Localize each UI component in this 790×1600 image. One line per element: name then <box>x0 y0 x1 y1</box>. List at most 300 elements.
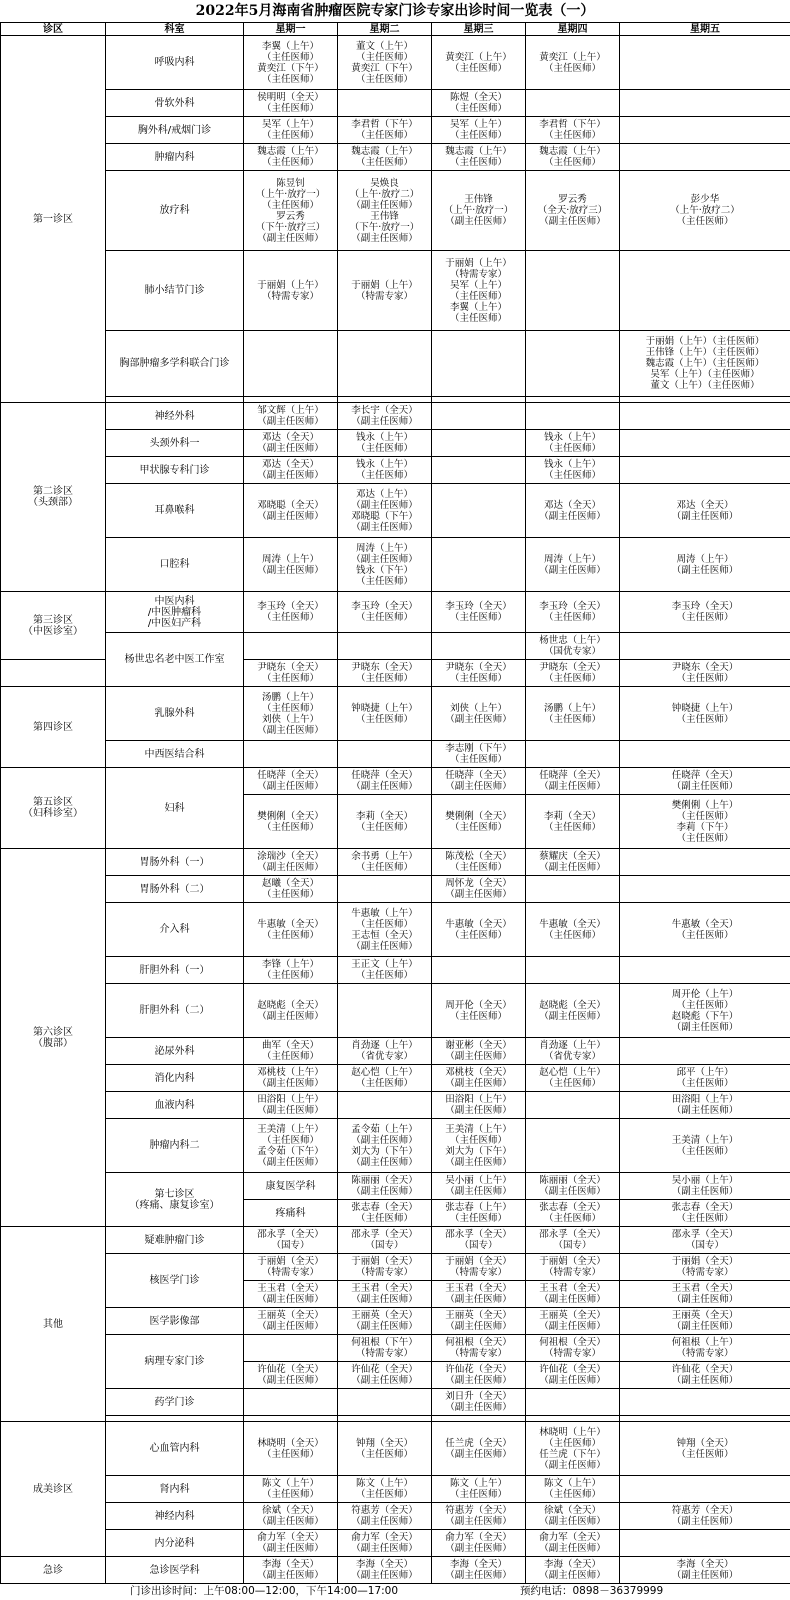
schedule-cell-thu <box>526 903 620 957</box>
schedule-cell-fri <box>620 1422 790 1476</box>
cell-line: （主任医师） <box>261 1051 319 1062</box>
cell-line: 钱永（上午） <box>543 459 601 470</box>
cell-line: 任晓萍（全天） <box>539 770 606 781</box>
schedule-cell-mon <box>244 1362 338 1389</box>
cell-line: 王玉君（全天） <box>671 1283 739 1294</box>
cell-line: 成美诊区 <box>33 1483 73 1495</box>
cell-line: 牛惠敏（上午） <box>351 907 418 919</box>
department-cell <box>106 144 244 171</box>
cell-line: （副主任医师） <box>445 1375 512 1386</box>
cell-line: （副主任医师） <box>539 1010 606 1022</box>
cell-line: （疼痛、康复诊室） <box>129 1199 220 1211</box>
schedule-cell-wed <box>432 795 526 849</box>
cell-line: 邵永孚（全天） <box>671 1229 739 1240</box>
cell-line: 邹文辉（上午） <box>257 405 324 416</box>
cell-line: （副主任医师） <box>351 1294 418 1305</box>
table-row <box>1 876 790 903</box>
cell-line: （副主任医师） <box>257 564 324 576</box>
cell-line: （主任医师） <box>449 157 507 168</box>
cell-line: 吴军（上午）（主任医师） <box>650 369 760 380</box>
cell-line: 钟翔（全天） <box>676 1437 734 1449</box>
cell-line: （副主任医师） <box>445 1294 512 1305</box>
cell-line: 李玉玲（全天） <box>351 601 418 612</box>
cell-line: （副主任医师） <box>445 1156 512 1168</box>
cell-line: （主任医师） <box>355 1078 413 1089</box>
cell-line: （特需专家） <box>355 1348 413 1359</box>
cell-line: （主任医师） <box>676 216 734 227</box>
table-row <box>1 1173 790 1200</box>
schedule-cell-tue <box>338 36 432 90</box>
schedule-cell-thu <box>526 984 620 1038</box>
cell-line: （下午·放疗一） <box>349 221 420 233</box>
cell-line: 急诊 <box>43 1564 63 1576</box>
cell-line: 李莉（下午） <box>676 821 734 833</box>
cell-line: （副主任医师） <box>351 1543 418 1554</box>
department-cell <box>106 687 244 741</box>
table-row <box>1 144 790 171</box>
cell-line: 樊俐俐（上午） <box>671 799 739 811</box>
cell-line: 邓达（全天） <box>261 432 319 443</box>
cell-line: （特需专家） <box>261 290 319 302</box>
cell-line: 邵永孚（全天） <box>351 1229 418 1240</box>
cell-line: （主任医师） <box>449 312 507 324</box>
schedule-cell-fri <box>620 876 790 903</box>
schedule-cell-fri <box>620 251 790 331</box>
schedule-cell-mon <box>244 1308 338 1335</box>
cell-line: 王美清（上午） <box>445 1123 512 1135</box>
schedule-cell-fri <box>620 741 790 768</box>
schedule-cell-thu <box>526 849 620 876</box>
cell-line: （主任医师） <box>355 575 413 587</box>
schedule-cell-tue <box>338 1362 432 1389</box>
schedule-cell-thu <box>526 957 620 984</box>
cell-line: 肖劲逐（上午） <box>539 1040 606 1051</box>
cell-line: 刘大为（下午） <box>445 1145 512 1157</box>
schedule-cell-thu <box>526 1335 620 1362</box>
cell-line: 董文（上午）（主任医师） <box>650 380 760 391</box>
cell-line: 其他 <box>43 1318 63 1330</box>
cell-line: （副主任医师） <box>445 1186 512 1197</box>
cell-line: （副主任医师） <box>257 232 324 244</box>
cell-line: （副主任医师） <box>671 510 739 522</box>
cell-line: （主任医师） <box>449 130 507 141</box>
schedule-cell-wed <box>432 1530 526 1557</box>
cell-line: 李玉玲（全天） <box>671 601 739 612</box>
department-cell <box>106 1254 244 1308</box>
cell-line: （主任医师） <box>449 754 507 765</box>
cell-line: 肖劲逐（上午） <box>351 1040 418 1051</box>
cell-line: 黄奕江（下午） <box>351 62 418 74</box>
schedule-cell-wed <box>432 1254 526 1281</box>
schedule-cell-fri <box>620 1503 790 1530</box>
cell-line: 牛惠敏（全天） <box>671 918 739 930</box>
schedule-cell-wed <box>432 1476 526 1503</box>
cell-line: （副主任医师） <box>257 1543 324 1554</box>
cell-line: 甲状腺专科门诊 <box>139 464 210 476</box>
table-row <box>1 251 790 331</box>
cell-line: （主任医师） <box>355 73 413 85</box>
cell-line: 李海（全天） <box>676 1559 734 1570</box>
cell-line: 樊俐俐（全天） <box>445 810 512 822</box>
cell-line: （主任医师） <box>449 1213 507 1224</box>
table-row <box>1 1308 790 1335</box>
schedule-cell-thu <box>526 1119 620 1173</box>
schedule-cell-mon <box>244 1092 338 1119</box>
cell-line: （副主任医师） <box>351 1134 418 1146</box>
department-cell <box>106 1503 244 1530</box>
cell-line: （主任医师） <box>355 918 413 930</box>
cell-line: 张志春（全天） <box>539 1202 606 1213</box>
cell-line: 李海（全天） <box>355 1559 413 1570</box>
cell-line: 陈昱钊 <box>276 177 305 189</box>
cell-line: （主任医师） <box>355 612 413 623</box>
cell-line: （主任医师） <box>261 157 319 168</box>
area-cell <box>1 1422 106 1557</box>
cell-line: （主任医师） <box>543 713 601 725</box>
cell-line: （主任医师） <box>355 862 413 873</box>
cell-line: 刘侠（上午） <box>449 702 507 714</box>
schedule-cell-tue <box>338 457 432 484</box>
schedule-cell-thu <box>526 741 620 768</box>
cell-line: 呼吸内科 <box>154 57 195 68</box>
schedule-cell-mon <box>244 144 338 171</box>
cell-line: 樊俐俐（全天） <box>257 810 324 822</box>
schedule-cell-wed <box>432 592 526 633</box>
schedule-table <box>0 22 790 1584</box>
department-cell <box>244 1200 338 1227</box>
table-row <box>1 1335 790 1362</box>
schedule-cell-mon <box>244 1503 338 1530</box>
cell-line: 邓达（上午） <box>355 488 413 500</box>
schedule-cell-thu <box>526 90 620 117</box>
schedule-cell-fri <box>620 1335 790 1362</box>
schedule-cell-wed <box>432 331 526 397</box>
schedule-cell-tue <box>338 1254 432 1281</box>
cell-line: 肝胆外科（二） <box>139 1005 210 1016</box>
cell-line: （副主任医师） <box>671 1021 739 1033</box>
department-cell <box>106 592 244 633</box>
cell-line: 徐斌（全天） <box>261 1505 319 1516</box>
schedule-cell-wed <box>432 144 526 171</box>
schedule-cell-wed <box>432 484 526 538</box>
cell-line: 王伟锋 <box>370 210 399 222</box>
schedule-cell-mon <box>244 957 338 984</box>
cell-line: 牛惠敏（全天） <box>445 918 512 930</box>
cell-line: （副主任医师） <box>539 1321 606 1332</box>
cell-line: （副主任医师） <box>351 416 418 427</box>
cell-line: （副主任医师） <box>539 862 606 873</box>
table-row <box>1 457 790 484</box>
schedule-cell-tue <box>338 633 432 660</box>
cell-line: 李锋（上午） <box>261 959 319 970</box>
schedule-cell-mon <box>244 984 338 1038</box>
booking-phone: 预约电话：0898－36379999 <box>520 1585 664 1597</box>
cell-line: 许仙花（全天） <box>257 1364 324 1375</box>
cell-line: （副主任医师） <box>445 216 512 227</box>
cell-line: 罗云秀 <box>276 210 305 222</box>
cell-line: （副主任医师） <box>445 781 512 792</box>
cell-line: 孟令茹（上午） <box>351 1123 418 1135</box>
header-cell-thu: 星期四 <box>526 23 620 36</box>
schedule-cell-mon <box>244 457 338 484</box>
cell-line: （副主任医师） <box>539 1459 606 1471</box>
cell-line: （副主任医师） <box>445 1516 512 1527</box>
schedule-cell-mon <box>244 36 338 90</box>
cell-line: 魏志霞（上午）（主任医师） <box>645 358 765 369</box>
cell-line: （副主任医师） <box>539 216 606 227</box>
cell-line: 陈煜（全天） <box>449 92 507 103</box>
cell-line: 罗云秀 <box>558 194 587 205</box>
cell-line: 黄奕江（下午） <box>257 62 324 74</box>
cell-line: 王玉君（全天） <box>445 1283 512 1294</box>
cell-line: （主任医师） <box>261 51 319 63</box>
cell-line: 许仙花（全天） <box>671 1364 739 1375</box>
cell-line: 李君哲（下午） <box>539 119 606 130</box>
area-cell <box>1 1227 106 1422</box>
cell-line: 邵永孚（全天） <box>539 1229 606 1240</box>
cell-line: 肝胆外科（一） <box>139 964 210 976</box>
cell-line: 于丽娟（全天） <box>351 1256 418 1267</box>
schedule-cell-fri <box>620 1308 790 1335</box>
schedule-cell-wed <box>432 36 526 90</box>
department-cell <box>106 768 244 849</box>
schedule-cell-thu <box>526 144 620 171</box>
cell-line: 邓桃枝（全天） <box>445 1067 512 1078</box>
cell-line: 陈文（上午） <box>261 1478 319 1489</box>
schedule-cell-wed <box>526 1200 620 1227</box>
cell-line: （主任医师） <box>261 612 319 623</box>
schedule-cell-fri <box>620 1038 790 1065</box>
cell-line: 邓晓聪（全天） <box>257 499 324 511</box>
cell-line: 周涛（上午） <box>261 553 319 565</box>
schedule-cell-wed <box>432 1503 526 1530</box>
cell-line: 介入科 <box>159 924 190 935</box>
cell-line: 杨世忠名老中医工作室 <box>124 654 225 665</box>
cell-line: （主任医师） <box>543 1078 601 1089</box>
cell-line: （副主任医师） <box>445 1078 512 1089</box>
schedule-cell-wed <box>432 1362 526 1389</box>
cell-line: 邓晓聪（下午） <box>351 510 418 522</box>
cell-line: 李玉玲（全天） <box>539 601 606 612</box>
schedule-cell-tue <box>338 1227 432 1254</box>
schedule-cell-thu <box>526 1092 620 1119</box>
schedule-cell-tue <box>338 768 432 795</box>
cell-line: 刘大为（下午） <box>351 1145 418 1157</box>
cell-line: （妇科诊室） <box>23 808 83 819</box>
table-row <box>1 1503 790 1530</box>
schedule-cell-fri <box>620 768 790 795</box>
cell-line: （国专） <box>271 1240 310 1251</box>
schedule-cell-fri <box>620 90 790 117</box>
cell-line: （国专） <box>553 1240 592 1251</box>
schedule-cell-tue <box>338 117 432 144</box>
schedule-cell-tue <box>338 1065 432 1092</box>
schedule-cell-tue <box>338 741 432 768</box>
cell-line: （副主任医师） <box>671 1294 739 1305</box>
cell-line: （主任医师） <box>449 612 507 623</box>
schedule-cell-fri <box>620 1227 790 1254</box>
cell-line: （上午·放疗一） <box>443 205 514 216</box>
schedule-cell-wed <box>432 403 526 430</box>
schedule-cell-tue <box>338 1281 432 1308</box>
schedule-cell-fri <box>620 403 790 430</box>
cell-line: 王美清（上午） <box>671 1134 739 1146</box>
cell-line: 邓达（全天） <box>676 499 734 511</box>
department-cell <box>106 741 244 768</box>
cell-line: （主任医师） <box>355 51 413 63</box>
cell-line: （副主任医师） <box>257 1570 324 1581</box>
cell-line: 吴军（上午） <box>449 279 507 291</box>
cell-line: （国专） <box>459 1240 498 1251</box>
cell-line: 何祖根（下午） <box>351 1337 418 1348</box>
cell-line: （主任医师） <box>543 443 601 454</box>
cell-line: （副主任医师） <box>445 1321 512 1332</box>
cell-line: 何祖根（全天） <box>539 1337 606 1348</box>
department-cell <box>106 538 244 592</box>
schedule-cell-fri <box>620 1389 790 1416</box>
department-cell <box>106 484 244 538</box>
cell-line: （副主任医师） <box>257 1294 324 1305</box>
cell-line: （主任医师） <box>676 1448 734 1460</box>
cell-line: 内分泌科 <box>154 1537 195 1549</box>
department-cell <box>106 1065 244 1092</box>
department-cell <box>106 1227 244 1254</box>
cell-line: （主任医师） <box>261 130 319 141</box>
cell-line: 邵永孚（全天） <box>445 1229 512 1240</box>
schedule-cell-wed <box>432 633 526 660</box>
cell-line: （副主任医师） <box>351 1186 418 1197</box>
cell-line: （特需专家） <box>355 290 413 302</box>
schedule-cell-mon <box>244 876 338 903</box>
schedule-cell-wed <box>432 687 526 741</box>
schedule-cell-thu <box>526 768 620 795</box>
cell-line: （主任医师） <box>449 862 507 873</box>
table-row <box>1 687 790 741</box>
schedule-cell-wed <box>432 430 526 457</box>
cell-line: 王丽英（全天） <box>351 1310 418 1321</box>
schedule-cell-mon <box>244 331 338 397</box>
department-cell <box>244 1173 338 1200</box>
cell-line: （副主任医师） <box>539 1375 606 1386</box>
schedule-cell-tue <box>338 795 432 849</box>
schedule-cell-fri <box>620 1065 790 1092</box>
schedule-cell-fri <box>620 592 790 633</box>
cell-line: 胸外科/戒烟门诊 <box>137 124 212 136</box>
schedule-cell-fri <box>620 1362 790 1389</box>
cell-line: （主任医师） <box>676 1145 734 1157</box>
cell-line: （副主任医师） <box>257 510 324 522</box>
cell-line: 俞力军（全天） <box>539 1532 606 1543</box>
cell-line: （副主任医师） <box>445 1448 512 1460</box>
cell-line: （副主任医师） <box>257 416 324 427</box>
schedule-cell-thu <box>526 1281 620 1308</box>
table-row <box>1 1038 790 1065</box>
schedule-cell-mon <box>244 403 338 430</box>
cell-line: 邓达（全天） <box>261 459 319 470</box>
cell-line: （主任医师） <box>261 673 319 684</box>
cell-line: 王丽英（全天） <box>539 1310 606 1321</box>
schedule-cell-mon <box>244 484 338 538</box>
cell-line: （特需专家） <box>543 1267 601 1278</box>
schedule-cell-wed <box>432 1227 526 1254</box>
cell-line: （腹部） <box>33 1037 73 1049</box>
area-cell <box>1 660 106 687</box>
cell-line: （副主任医师） <box>539 781 606 792</box>
cell-line: 第三诊区 <box>33 614 73 626</box>
cell-line: 邱平（上午） <box>676 1067 734 1078</box>
cell-line: 何祖根（上午） <box>671 1337 739 1348</box>
schedule-cell-thu <box>526 538 620 592</box>
schedule-cell-thu <box>526 795 620 849</box>
department-cell <box>106 1557 244 1584</box>
department-cell <box>106 251 244 331</box>
schedule-cell-mon <box>244 1227 338 1254</box>
schedule-cell-mon <box>244 90 338 117</box>
schedule-cell-fri <box>620 957 790 984</box>
schedule-cell-tue <box>338 849 432 876</box>
cell-line: 尹晓东（全天） <box>539 662 606 673</box>
department-cell <box>106 849 244 876</box>
cell-line: 李君哲（下午） <box>351 119 418 130</box>
area-cell <box>106 1173 244 1227</box>
schedule-cell-wed <box>432 1092 526 1119</box>
department-cell <box>106 1092 244 1119</box>
schedule-cell-mon <box>244 1389 338 1416</box>
cell-line: （主任医师） <box>543 130 601 141</box>
schedule-cell-tue <box>338 1092 432 1119</box>
area-cell <box>1 36 106 403</box>
schedule-cell-mon <box>244 795 338 849</box>
cell-line: 第五诊区 <box>33 797 73 808</box>
cell-line: 蔡耀庆（全天） <box>539 851 606 862</box>
schedule-cell-wed <box>432 90 526 117</box>
department-cell <box>106 876 244 903</box>
cell-line: 钟翔（全天） <box>355 1437 413 1449</box>
cell-line: 侯明明（全天） <box>257 92 324 103</box>
cell-line: 李玉玲（全天） <box>445 601 512 612</box>
schedule-cell-fri <box>620 171 790 251</box>
schedule-cell-thu <box>526 687 620 741</box>
schedule-cell-tue <box>338 984 432 1038</box>
cell-line: 钱永（上午） <box>355 459 413 470</box>
schedule-cell-fri <box>620 849 790 876</box>
cell-line: （副主任医师） <box>445 889 512 900</box>
cell-line: （主任医师） <box>261 1489 319 1500</box>
cell-line: （主任医师） <box>261 821 319 833</box>
cell-line: 任晓萍（全天） <box>671 770 739 781</box>
cell-line: 牛惠敏（全天） <box>539 918 606 930</box>
schedule-cell-tue <box>338 1476 432 1503</box>
schedule-cell-thu <box>526 1362 620 1389</box>
cell-line: （主任医师） <box>543 470 601 481</box>
cell-line: （主任医师） <box>449 1489 507 1500</box>
schedule-cell-wed <box>526 1173 620 1200</box>
department-cell <box>106 1038 244 1065</box>
schedule-cell-thu <box>526 117 620 144</box>
cell-line: 胃肠外科（二） <box>139 883 210 895</box>
cell-line: 杨世忠（上午） <box>539 635 606 646</box>
schedule-cell-thu <box>526 171 620 251</box>
schedule-cell-mon <box>244 538 338 592</box>
schedule-cell-thu <box>526 1422 620 1476</box>
schedule-cell-tue <box>338 1389 432 1416</box>
cell-line: （主任医师） <box>261 1448 319 1460</box>
cell-line: （副主任医师） <box>671 781 739 792</box>
cell-line: 胃肠外科（一） <box>139 856 210 868</box>
schedule-cell-mon <box>244 660 338 687</box>
cell-line: 第七诊区 <box>154 1188 195 1200</box>
table-row <box>1 331 790 397</box>
